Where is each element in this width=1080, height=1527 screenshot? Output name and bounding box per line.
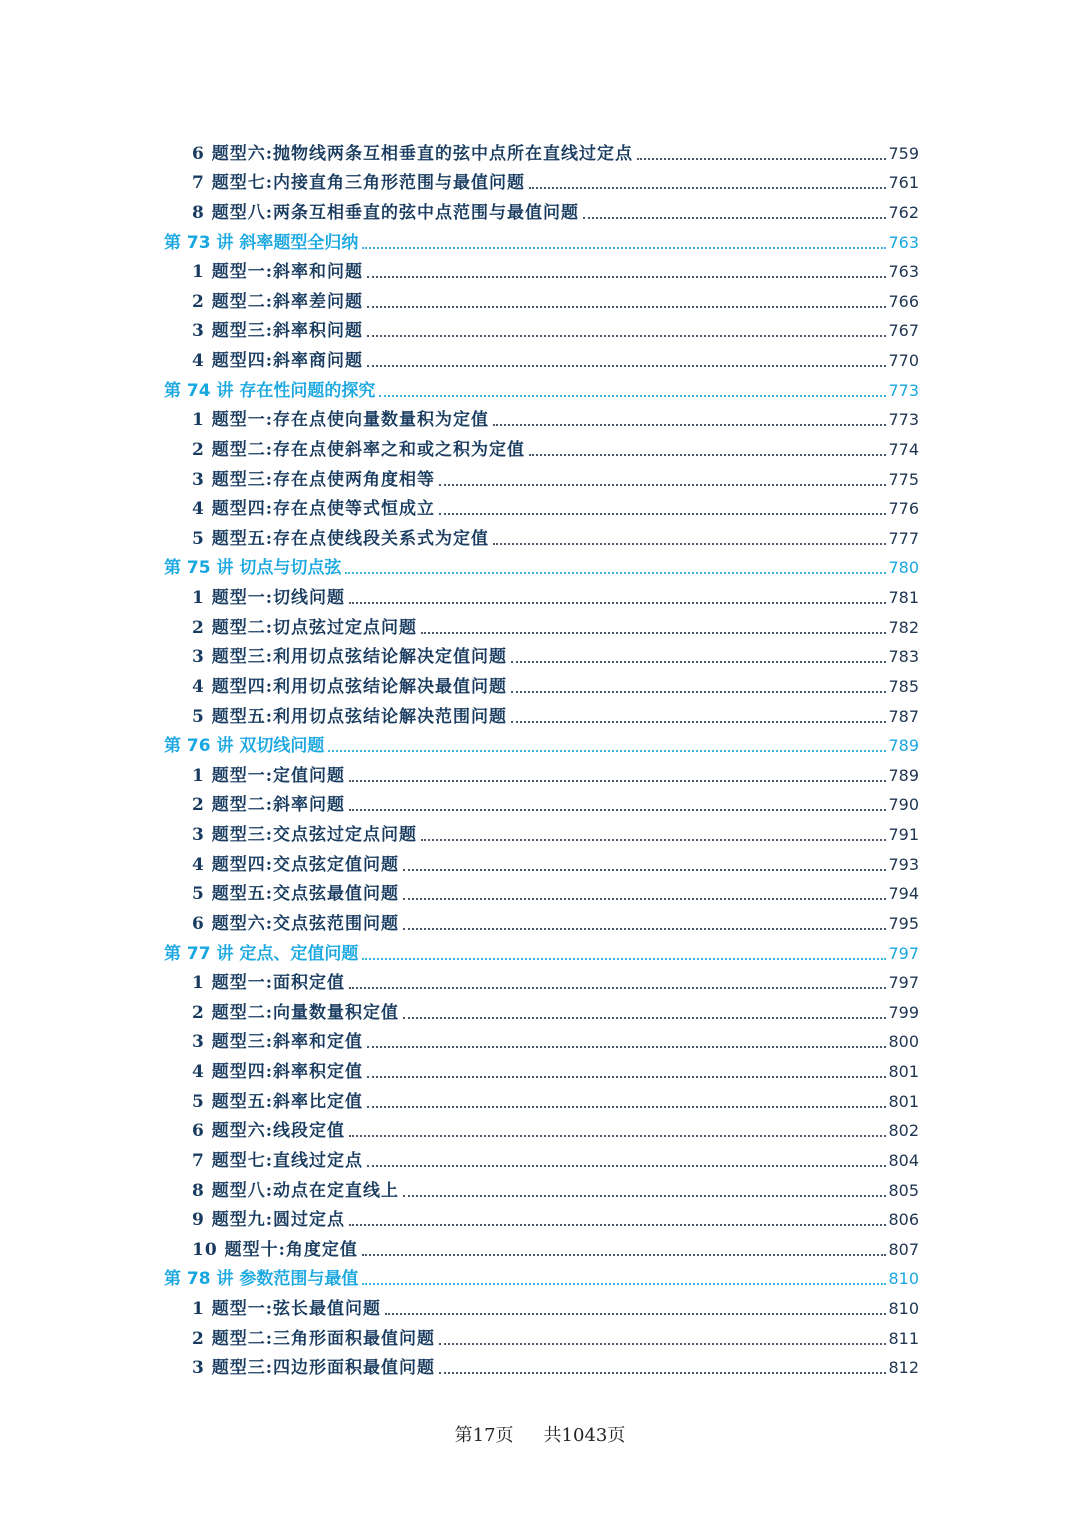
dot-leader xyxy=(421,632,886,634)
toc-entry-title: 第 74 讲 存在性问题的探究 xyxy=(164,380,376,401)
toc-entry-page-number: 797 xyxy=(888,943,919,963)
toc-section-entry[interactable] xyxy=(164,1026,919,1056)
total-pages: 共1043页 xyxy=(543,1425,626,1446)
dot-leader xyxy=(349,1135,886,1137)
dot-leader xyxy=(367,365,886,367)
dot-leader xyxy=(367,1046,886,1048)
dot-leader xyxy=(379,395,886,397)
toc-chapter-entry[interactable] xyxy=(164,226,919,256)
dot-leader xyxy=(362,1254,887,1256)
toc-section-entry[interactable] xyxy=(164,196,919,226)
toc-entry-title: 第 75 讲 切点与切点弦 xyxy=(164,558,342,579)
toc-entry-page-number: 802 xyxy=(888,1121,919,1141)
toc-entry-page-number: 763 xyxy=(888,232,919,252)
dot-leader xyxy=(349,1224,886,1226)
toc-section-entry[interactable] xyxy=(164,907,919,937)
toc-entry-title: 6 题型六:线段定值 xyxy=(192,1121,346,1142)
toc-entry-page-number: 806 xyxy=(888,1210,919,1230)
toc-entry-title: 5 题型五:交点弦最值问题 xyxy=(192,884,400,905)
toc-entry-title: 3 题型三:利用切点弦结论解决定值问题 xyxy=(192,647,508,668)
toc-entry-title: 2 题型二:切点弦过定点问题 xyxy=(192,617,418,638)
toc-section-entry[interactable] xyxy=(164,818,919,848)
toc-entry-page-number: 812 xyxy=(888,1358,919,1378)
toc-section-entry[interactable] xyxy=(164,700,919,730)
dot-leader xyxy=(583,217,886,219)
toc-entry-page-number: 801 xyxy=(888,1062,919,1081)
toc-chapter-entry[interactable] xyxy=(164,374,919,404)
dot-leader xyxy=(511,661,886,663)
toc-entry-title: 2 题型二:三角形面积最值问题 xyxy=(192,1328,436,1349)
toc-entry-page-number: 795 xyxy=(888,913,919,933)
dot-leader xyxy=(403,928,886,930)
toc-entry-title: 8 题型八:动点在定直线上 xyxy=(192,1180,400,1201)
toc-entry-title: 第 76 讲 双切线问题 xyxy=(164,736,325,757)
toc-section-entry[interactable] xyxy=(164,641,919,671)
toc-entry-title: 3 题型三:交点弦过定点问题 xyxy=(192,825,418,845)
toc-section-entry[interactable] xyxy=(164,1204,919,1234)
toc-section-entry[interactable] xyxy=(164,878,919,908)
dot-leader xyxy=(367,1106,886,1108)
toc-section-entry[interactable] xyxy=(164,1085,919,1115)
toc-entry-page-number: 791 xyxy=(888,825,919,844)
dot-leader xyxy=(328,750,886,752)
toc-entry-title: 8 题型八:两条互相垂直的弦中点范围与最值问题 xyxy=(192,202,580,223)
toc-entry-title: 2 题型二:斜率问题 xyxy=(192,795,346,816)
toc-entry-page-number: 766 xyxy=(888,291,919,311)
toc-entry-page-number: 762 xyxy=(888,202,919,222)
toc-entry-title: 3 题型三:四边形面积最值问题 xyxy=(192,1358,436,1379)
toc-entry-page-number: 767 xyxy=(888,321,919,341)
toc-entry-title: 3 题型三:斜率和定值 xyxy=(192,1032,364,1053)
toc-chapter-entry[interactable] xyxy=(164,730,919,760)
toc-entry-title: 4 题型四:存在点使等式恒成立 xyxy=(192,499,436,520)
toc-section-entry[interactable] xyxy=(164,1352,919,1382)
dot-leader xyxy=(439,513,886,515)
toc-entry-title: 5 题型五:存在点使线段关系式为定值 xyxy=(192,528,490,549)
toc-entry-title: 1 题型一:面积定值 xyxy=(192,973,346,994)
toc-entry-title: 9 题型九:圆过定点 xyxy=(192,1210,346,1231)
toc-entry-title: 10 题型十:角度定值 xyxy=(192,1239,358,1260)
toc-entry-title: 2 题型二:斜率差问题 xyxy=(192,291,364,312)
toc-entry-page-number: 793 xyxy=(888,854,919,874)
toc-entry-page-number: 810 xyxy=(888,1269,919,1289)
toc-entry-title: 第 78 讲 参数范围与最值 xyxy=(164,1269,359,1290)
toc-entry-page-number: 782 xyxy=(888,617,919,637)
dot-leader xyxy=(439,1343,886,1345)
toc-section-entry[interactable] xyxy=(164,996,919,1026)
toc-entry-title: 7 题型七:直线过定点 xyxy=(192,1150,364,1171)
toc-section-entry[interactable] xyxy=(164,1115,919,1145)
toc-entry-page-number: 800 xyxy=(888,1032,919,1052)
toc-entry-page-number: 805 xyxy=(888,1180,919,1200)
dot-leader xyxy=(349,780,886,782)
dot-leader xyxy=(493,424,886,426)
toc-entry-page-number: 801 xyxy=(888,1091,919,1111)
dot-leader xyxy=(367,335,886,337)
toc-section-entry[interactable] xyxy=(164,137,919,167)
toc-section-entry[interactable] xyxy=(164,611,919,641)
dot-leader xyxy=(349,602,886,604)
dot-leader xyxy=(511,721,886,723)
toc-section-entry[interactable] xyxy=(164,759,919,789)
toc-entry-page-number: 804 xyxy=(888,1150,919,1170)
toc-section-entry[interactable] xyxy=(164,1322,919,1352)
toc-entry-title: 3 题型三:存在点使两角度相等 xyxy=(192,469,436,490)
dot-leader xyxy=(367,276,886,278)
dot-leader xyxy=(511,691,886,693)
dot-leader xyxy=(362,1283,886,1285)
toc-entry-page-number: 761 xyxy=(888,173,919,193)
dot-leader xyxy=(362,958,886,960)
dot-leader xyxy=(345,572,886,574)
toc-entry-page-number: 773 xyxy=(888,410,919,430)
dot-leader xyxy=(367,1076,886,1078)
dot-leader xyxy=(367,1165,886,1167)
toc-entry-page-number: 797 xyxy=(888,973,919,993)
toc-entry-page-number: 777 xyxy=(888,528,919,548)
toc-entry-title: 1 题型一:弦长最值问题 xyxy=(192,1299,382,1319)
toc-entry-page-number: 787 xyxy=(888,706,919,726)
toc-section-entry[interactable] xyxy=(164,670,919,700)
toc-entry-title: 1 题型一:切线问题 xyxy=(192,588,346,608)
toc-entry-title: 第 73 讲 斜率题型全归纳 xyxy=(164,232,359,253)
toc-section-entry[interactable] xyxy=(164,404,919,434)
toc-chapter-entry[interactable] xyxy=(164,552,919,582)
toc-entry-page-number: 763 xyxy=(888,262,919,282)
toc-entry-page-number: 773 xyxy=(888,380,919,400)
toc-entry-page-number: 790 xyxy=(888,795,919,815)
toc-section-entry[interactable] xyxy=(164,1233,919,1263)
toc-entry-page-number: 780 xyxy=(888,558,919,578)
toc-section-entry[interactable] xyxy=(164,581,919,611)
dot-leader xyxy=(439,484,886,486)
toc-entry-page-number: 807 xyxy=(888,1239,919,1259)
dot-leader xyxy=(529,187,886,189)
toc-entry-title: 5 题型五:斜率比定值 xyxy=(192,1091,364,1112)
toc-entry-page-number: 799 xyxy=(888,1002,919,1022)
toc-entry-title: 5 题型五:利用切点弦结论解决范围问题 xyxy=(192,706,508,727)
dot-leader xyxy=(349,809,886,811)
dot-leader xyxy=(493,543,886,545)
toc-section-entry[interactable] xyxy=(164,433,919,463)
toc-section-entry[interactable] xyxy=(164,1144,919,1174)
dot-leader xyxy=(529,454,886,456)
toc-entry-page-number: 759 xyxy=(888,143,919,163)
toc-section-entry[interactable] xyxy=(164,1174,919,1204)
toc-entry-page-number: 781 xyxy=(888,588,919,607)
dot-leader xyxy=(385,1313,886,1315)
toc-entry-page-number: 810 xyxy=(888,1299,919,1318)
toc-entry-title: 7 题型七:内接直角三角形范围与最值问题 xyxy=(192,173,526,194)
toc-entry-title: 4 题型四:交点弦定值问题 xyxy=(192,854,400,875)
toc-entry-page-number: 783 xyxy=(888,647,919,667)
toc-entry-title: 1 题型一:斜率和问题 xyxy=(192,262,364,283)
toc-entry-page-number: 811 xyxy=(888,1328,919,1348)
toc-section-entry[interactable] xyxy=(164,463,919,493)
dot-leader xyxy=(403,1195,886,1197)
toc-section-entry[interactable] xyxy=(164,789,919,819)
toc-entry-title: 4 题型四:利用切点弦结论解决最值问题 xyxy=(192,676,508,697)
page-footer xyxy=(0,1421,1080,1447)
toc-chapter-entry[interactable] xyxy=(164,1263,919,1293)
toc-entry-title: 1 题型一:存在点使向量数量积为定值 xyxy=(192,410,490,431)
dot-leader xyxy=(439,1372,886,1374)
dot-leader xyxy=(403,869,886,871)
toc-entry-title: 1 题型一:定值问题 xyxy=(192,765,346,786)
toc-entry-title: 2 题型二:存在点使斜率之和或之积为定值 xyxy=(192,439,526,460)
toc-entry-title: 第 77 讲 定点、定值问题 xyxy=(164,943,359,964)
toc-entry-title: 2 题型二:向量数量积定值 xyxy=(192,1002,400,1023)
toc-entry-page-number: 789 xyxy=(888,765,919,785)
dot-leader xyxy=(349,987,886,989)
toc-entry-title: 4 题型四:斜率积定值 xyxy=(192,1062,364,1082)
dot-leader xyxy=(403,1017,886,1019)
toc-entry-page-number: 794 xyxy=(888,884,919,904)
toc-section-entry[interactable] xyxy=(164,1292,919,1322)
toc-entry-page-number: 775 xyxy=(888,469,919,489)
dot-leader xyxy=(403,898,886,900)
toc-entry-title: 6 题型六:交点弦范围问题 xyxy=(192,913,400,934)
toc-entry-title: 3 题型三:斜率积问题 xyxy=(192,321,364,342)
page-number: 第17页 xyxy=(454,1425,514,1446)
toc-section-entry[interactable] xyxy=(164,315,919,345)
toc-entry-title: 6 题型六:抛物线两条互相垂直的弦中点所在直线过定点 xyxy=(192,143,634,164)
toc-entry-page-number: 774 xyxy=(888,439,919,459)
toc-section-entry[interactable] xyxy=(164,285,919,315)
toc-entry-page-number: 776 xyxy=(888,499,919,519)
dot-leader xyxy=(367,306,886,308)
toc-section-entry[interactable] xyxy=(164,967,919,997)
toc-section-entry[interactable] xyxy=(164,344,919,374)
toc-entry-page-number: 785 xyxy=(888,676,919,696)
dot-leader xyxy=(362,247,886,249)
toc-section-entry[interactable] xyxy=(164,256,919,286)
toc-section-entry[interactable] xyxy=(164,167,919,197)
toc-entry-title: 4 题型四:斜率商问题 xyxy=(192,351,364,371)
toc-entry-page-number: 770 xyxy=(888,351,919,370)
toc-entry-page-number: 789 xyxy=(888,736,919,756)
toc-section-entry[interactable] xyxy=(164,1055,919,1085)
toc-section-entry[interactable] xyxy=(164,522,919,552)
dot-leader xyxy=(421,839,886,841)
table-of-contents xyxy=(164,137,919,1381)
toc-section-entry[interactable] xyxy=(164,493,919,523)
toc-chapter-entry[interactable] xyxy=(164,937,919,967)
dot-leader xyxy=(637,158,886,160)
toc-section-entry[interactable] xyxy=(164,848,919,878)
